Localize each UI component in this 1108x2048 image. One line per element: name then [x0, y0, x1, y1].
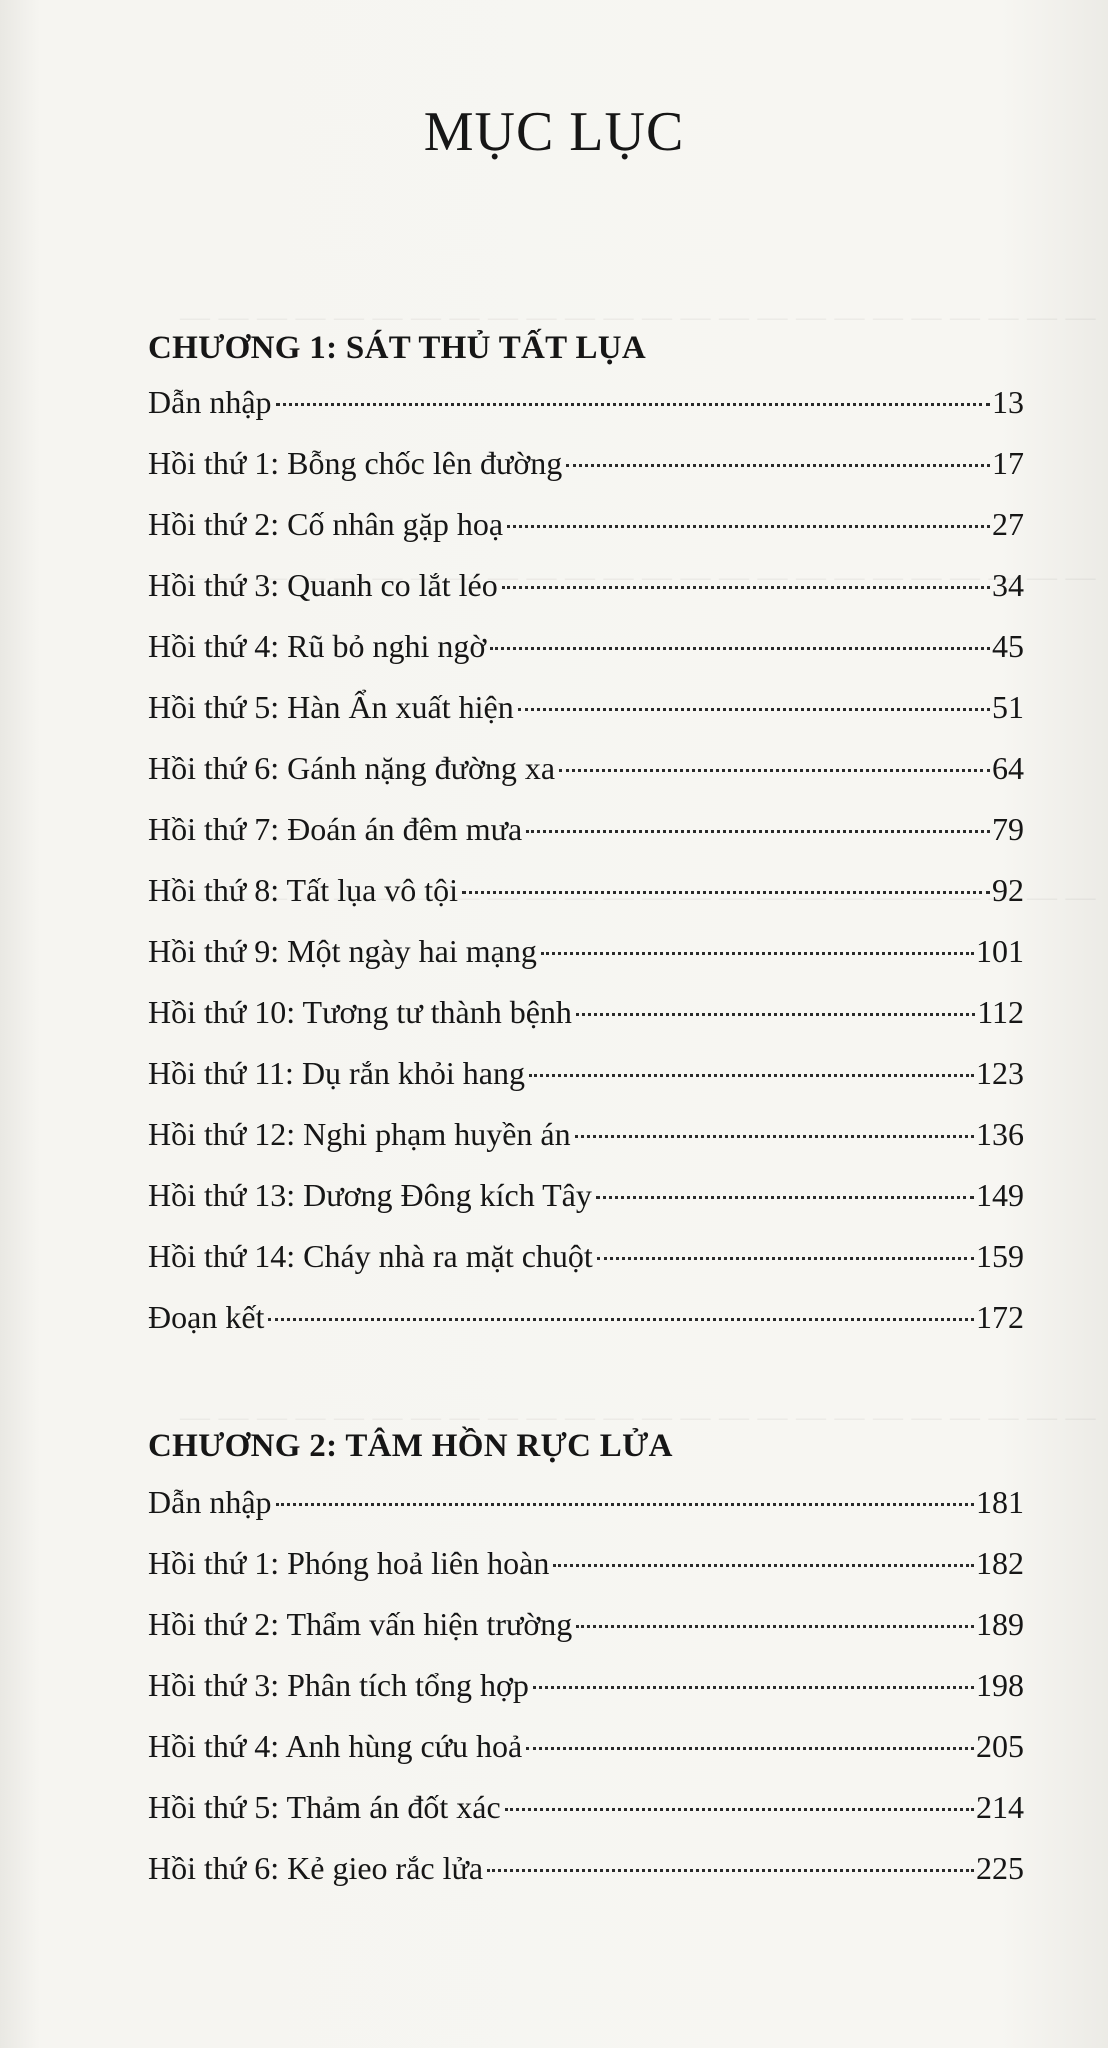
- toc-entry[interactable]: [148, 872, 1024, 933]
- toc-entry-label: Hồi thứ 5: Hàn Ẩn xuất hiện: [148, 689, 514, 725]
- toc-entry[interactable]: [148, 628, 1024, 689]
- toc-entry-label: Hồi thứ 13: Dương Đông kích Tây: [148, 1177, 592, 1213]
- dot-leader: [566, 464, 990, 467]
- dot-leader: [576, 1013, 975, 1016]
- dot-leader: [541, 952, 974, 955]
- chapter-1-heading: CHƯƠNG 1: SÁT THỦ TẤT LỤA: [148, 330, 647, 366]
- dot-leader: [518, 708, 990, 711]
- toc-entry[interactable]: [148, 445, 1024, 506]
- toc-entry-page: 182: [976, 1545, 1024, 1581]
- toc-entry[interactable]: [148, 1299, 1024, 1360]
- toc-entry[interactable]: [148, 1789, 1024, 1850]
- toc-entry-page: 17: [992, 445, 1024, 481]
- toc-entry[interactable]: [148, 1238, 1024, 1299]
- dot-leader: [533, 1686, 974, 1689]
- toc-entry-page: 79: [992, 811, 1024, 847]
- toc-entry[interactable]: [148, 1667, 1024, 1728]
- toc-entry-label: Hồi thứ 3: Phân tích tổng hợp: [148, 1667, 529, 1703]
- toc-entry-page: 92: [992, 872, 1024, 908]
- dot-leader: [559, 769, 990, 772]
- toc-entry-page: 27: [992, 506, 1024, 542]
- dot-leader: [487, 1869, 974, 1872]
- dot-leader: [553, 1564, 974, 1567]
- dot-leader: [505, 1808, 974, 1811]
- dot-leader: [507, 525, 990, 528]
- toc-entry-page: 149: [976, 1177, 1024, 1213]
- toc-entry-page: 225: [976, 1850, 1024, 1886]
- toc-entry-label: Hồi thứ 2: Cố nhân gặp hoạ: [148, 506, 504, 542]
- dot-leader: [575, 1135, 974, 1138]
- toc-entry-page: 214: [976, 1789, 1024, 1825]
- toc-entry-label: Hồi thứ 6: Gánh nặng đường xa: [148, 750, 556, 786]
- toc-entry[interactable]: [148, 1055, 1024, 1116]
- toc-entry[interactable]: [148, 1545, 1024, 1606]
- toc-entry[interactable]: [148, 1728, 1024, 1789]
- toc-entry-label: Dẫn nhập: [148, 384, 272, 420]
- toc-entry-page: 123: [976, 1055, 1024, 1091]
- toc-entry-label: Hồi thứ 2: Thẩm vấn hiện trường: [148, 1606, 573, 1642]
- toc-entry-page: 51: [992, 689, 1024, 725]
- toc-entry[interactable]: [148, 567, 1024, 628]
- toc-entry-label: Dẫn nhập: [148, 1484, 272, 1520]
- dot-leader: [529, 1074, 974, 1077]
- toc-entry[interactable]: [148, 1177, 1024, 1238]
- dot-leader: [490, 647, 990, 650]
- toc-entry[interactable]: [148, 1484, 1024, 1545]
- toc-entry-label: Hồi thứ 6: Kẻ gieo rắc lửa: [148, 1850, 484, 1886]
- toc-entry-label: Hồi thứ 1: Bỗng chốc lên đường: [148, 445, 563, 481]
- toc-entry-label: Hồi thứ 14: Cháy nhà ra mặt chuột: [148, 1238, 593, 1274]
- toc-entry-page: 159: [976, 1238, 1024, 1274]
- toc-entry-page: 112: [977, 994, 1024, 1030]
- toc-entry[interactable]: [148, 1850, 1024, 1911]
- toc-entry[interactable]: [148, 689, 1024, 750]
- toc-entry-page: 198: [976, 1667, 1024, 1703]
- dot-leader: [276, 403, 990, 406]
- toc-entry-page: 13: [992, 384, 1024, 420]
- toc-entry-label: Hồi thứ 9: Một ngày hai mạng: [148, 933, 537, 969]
- toc-entry[interactable]: [148, 1606, 1024, 1667]
- toc-entry-page: 136: [976, 1116, 1024, 1152]
- toc-entry[interactable]: [148, 933, 1024, 994]
- toc-entry-page: 205: [976, 1728, 1024, 1764]
- toc-entry-page: 64: [992, 750, 1024, 786]
- toc-entry-label: Hồi thứ 5: Thảm án đốt xác: [148, 1789, 501, 1825]
- toc-entry-label: Hồi thứ 11: Dụ rắn khỏi hang: [148, 1055, 525, 1091]
- dot-leader: [502, 586, 990, 589]
- toc-entry-page: 172: [976, 1299, 1024, 1335]
- toc-entry[interactable]: [148, 994, 1024, 1055]
- chapter-2-heading: CHƯƠNG 2: TÂM HỒN RỰC LỬA: [148, 1428, 673, 1464]
- toc-entry[interactable]: [148, 1116, 1024, 1177]
- dot-leader: [268, 1318, 974, 1321]
- toc-entry-page: 45: [992, 628, 1024, 664]
- show-through-texture: [180, 300, 1096, 334]
- toc-entry-label: Hồi thứ 1: Phóng hoả liên hoàn: [148, 1545, 550, 1581]
- toc-entry[interactable]: [148, 750, 1024, 811]
- dot-leader: [526, 1747, 974, 1750]
- toc-entry[interactable]: [148, 811, 1024, 872]
- page-title: MỤC LỤC: [423, 101, 685, 163]
- toc-entry-page: 181: [976, 1484, 1024, 1520]
- toc-entry-label: Hồi thứ 7: Đoán án đêm mưa: [148, 811, 523, 847]
- toc-entry-label: Hồi thứ 12: Nghi phạm huyền án: [148, 1116, 571, 1152]
- dot-leader: [526, 830, 990, 833]
- toc-entry[interactable]: [148, 506, 1024, 567]
- dot-leader: [276, 1503, 974, 1506]
- toc-entry-label: Đoạn kết: [148, 1299, 265, 1335]
- dot-leader: [597, 1257, 974, 1260]
- toc-entry-page: 34: [992, 567, 1024, 603]
- chapter-1-toc-list: [148, 384, 1024, 1360]
- toc-entry-page: 101: [976, 933, 1024, 969]
- toc-entry-label: Hồi thứ 4: Anh hùng cứu hoả: [148, 1728, 523, 1764]
- toc-entry[interactable]: [148, 384, 1024, 445]
- toc-entry-label: Hồi thứ 8: Tất lụa vô tội: [148, 872, 459, 908]
- toc-entry-label: Hồi thứ 4: Rũ bỏ nghi ngờ: [148, 628, 487, 664]
- chapter-2-toc-list: [148, 1484, 1024, 1911]
- dot-leader: [462, 891, 990, 894]
- toc-entry-page: 189: [976, 1606, 1024, 1642]
- toc-entry-label: Hồi thứ 10: Tương tư thành bệnh: [148, 994, 572, 1030]
- dot-leader: [576, 1625, 974, 1628]
- dot-leader: [596, 1196, 974, 1199]
- toc-entry-label: Hồi thứ 3: Quanh co lắt léo: [148, 567, 498, 603]
